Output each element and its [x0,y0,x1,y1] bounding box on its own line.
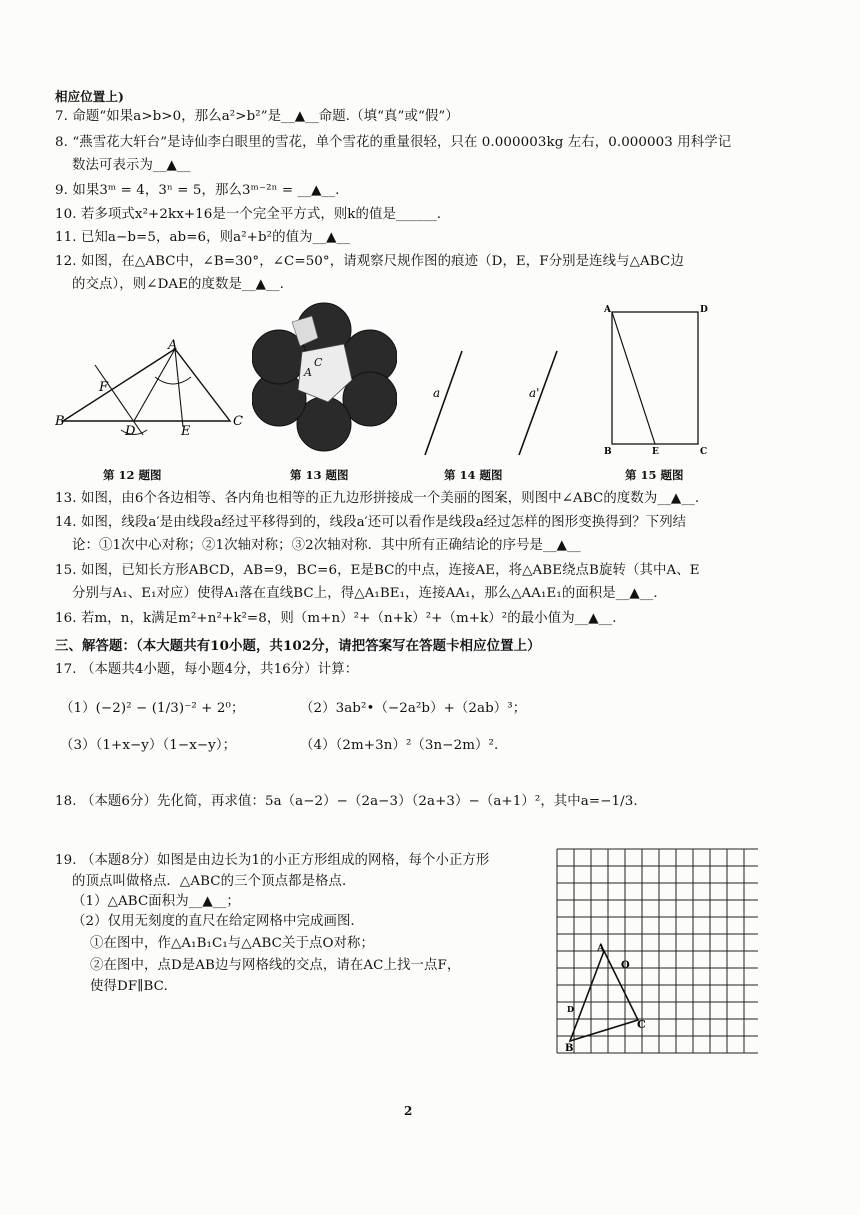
question-12-line1: 12. 如图，在△ABC中，∠B=30°，∠C=50°，请观察尺规作图的痕迹（D，E，F分别是连线与△ABC边 [55,254,684,269]
label-f: F [99,380,109,395]
label-c: C [314,356,323,369]
label-a: A [597,943,605,954]
question-17-3: （3）（1+x−y）（1−x−y）； [60,738,237,753]
section-3-heading: 三、解答题：（本大题共有10小题，共102分，请把答案写在答题卡相应位置上） [55,638,541,654]
figure-13 [252,302,397,452]
rectangle-abcd [612,312,698,444]
question-19-2-c: 使得DF∥BC. [90,979,168,994]
label-d: D [125,424,136,439]
figure-19-grid [553,845,758,1065]
question-17-1: （1）(−2)² − (1/3)⁻² + 2⁰； [60,701,245,716]
segment-a-prime [519,351,557,455]
question-15-line1: 15. 如图，已知长方形ABCD，AB=9，BC=6，E是BC的中点，连接AE，将△ABE绕点B旋转（其中A、E [55,563,700,578]
question-19-1: （1）△ABC面积为__▲__； [72,894,240,909]
label-a: A [168,338,178,353]
label-e: E [181,424,191,439]
page-number: 2 [404,1104,413,1118]
question-14-line1: 14. 如图，线段a′是由线段a经过平移得到的，线段a′还可以看作是线段a经过怎样的图形变换得到？下列结 [55,515,687,530]
caption-13: 第 13 题图 [290,468,349,482]
question-7: 7. 命题“如果a>b>0，那么a²>b²”是__▲__命题.（填“真”或“假”） [55,109,459,124]
figure-14 [415,345,575,460]
label-b: B [604,447,612,457]
caption-15: 第 15 题图 [625,468,684,482]
caption-14: 第 14 题图 [444,468,503,482]
segment-ae [175,349,183,427]
question-19-2: （2）仅用无刻度的直尺在给定网格中完成画图. [72,914,355,929]
question-17-2: （2）3ab²•（−2a²b）+（2ab）³； [300,701,527,716]
question-18: 18. （本题6分）先化简，再求值：5a（a−2）−（2a−3）（2a+3）−（a+1）²，其中a=−1/3. [55,794,638,809]
triangle-abc [63,349,230,421]
question-19-line1: 19. （本题8分）如图是由边长为1的小正方形组成的网格，每个小正方形 [55,853,490,868]
label-c: C [233,414,243,429]
label-d: D [700,305,708,315]
question-12-line2: 的交点），则∠DAE的度数是__▲__. [72,277,284,292]
label-d: D [567,1004,574,1014]
segment-ae [612,312,655,444]
question-8-line1: 8. “燕雪花大轩台”是诗仙李白眼里的雪花，单个雪花的重量很轻，只在 0.000003kg 左右，0.000003 用科学记 [55,135,732,150]
question-17: 17. （本题共4小题，每小题4分，共16分）计算： [55,662,359,677]
question-14-line2: 论：①1次中心对称；②1次轴对称；③2次轴对称．其中所有正确结论的序号是__▲__ [72,538,581,553]
question-13: 13. 如图，由6个各边相等、各内角也相等的正九边形拼接成一个美丽的图案，则图中∠ABC的度数为__▲__. [55,491,700,506]
label-a-prime: a' [529,386,540,400]
segment-ad [134,349,175,421]
question-9: 9. 如果3ᵐ = 4，3ⁿ = 5，那么3ᵐ⁻²ⁿ = __▲__. [55,183,340,198]
label-c: C [700,447,708,457]
arc-mark [155,377,191,384]
label-b: B [565,1043,574,1054]
grid-lines [557,849,758,1053]
question-8-line2: 数法可表示为__▲__ [72,158,191,173]
label-a: A [604,305,611,315]
figure-12 [55,335,245,445]
segment-a [425,351,462,455]
label-b: B [55,414,65,429]
label-a: A [304,366,312,379]
label-c: C [637,1018,646,1031]
question-10: 10. 若多项式x²+2kx+16是一个完全平方式，则k的值是______. [55,207,442,222]
bisector-line [95,365,143,435]
question-17-4: （4）（2m+3n）²（3n−2m）². [300,738,499,753]
question-15-line2: 分别与A₁、E₁对应）使得A₁落在直线BC上，得△A₁BE₁，连接AA₁，那么△AA₁E₁的面积是__▲__. [72,586,658,601]
question-16: 16. 若m，n，k满足m²+n²+k²=8，则（m+n）²+（n+k）²+（m+k）²的最小值为__▲__. [55,611,617,626]
question-11: 11. 已知a−b=5，ab=6，则a²+b²的值为__▲__ [55,230,351,245]
continued-text: 相应位置上) [55,89,125,104]
label-o: O [621,960,630,971]
label-a: a [433,386,441,400]
question-19-2-a: ①在图中，作△A₁B₁C₁与△ABC关于点O对称； [90,936,375,951]
figure-15 [600,300,715,460]
question-19-line2: 的顶点叫做格点．△ABC的三个顶点都是格点． [72,874,356,889]
question-19-2-b: ②在图中，点D是AB边与网格线的交点，请在AC上找一点F， [90,958,461,973]
caption-12: 第 12 题图 [103,468,162,482]
label-e: E [652,447,659,457]
